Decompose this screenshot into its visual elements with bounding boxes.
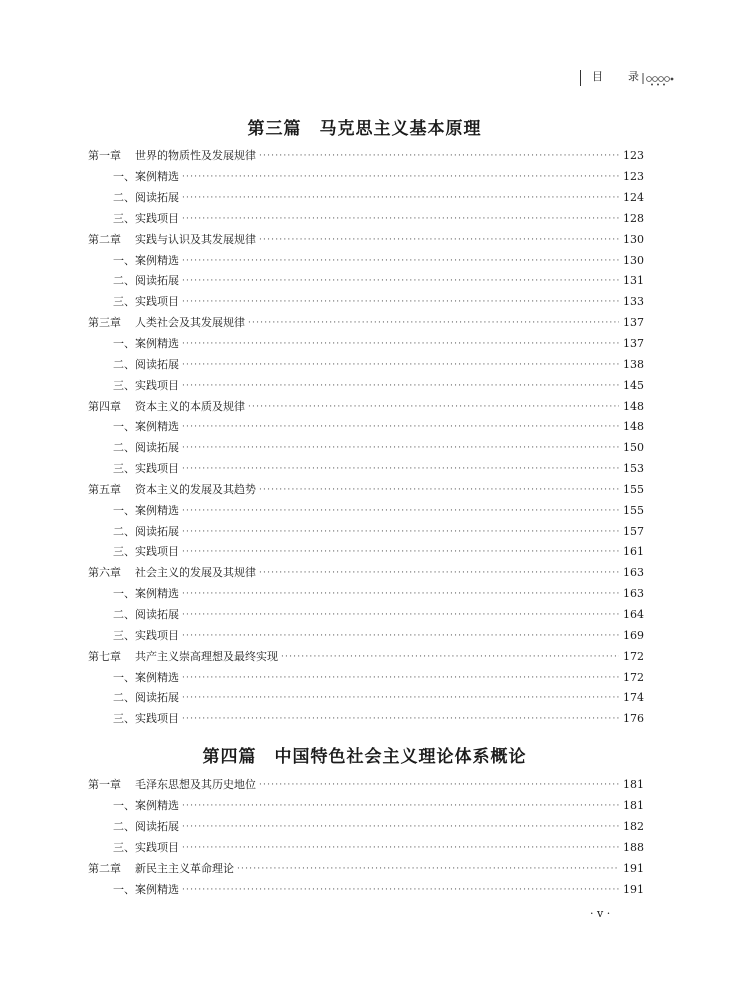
chapter-title: 共产主义崇高理想及最终实现 <box>135 649 278 663</box>
toc-chapter-row <box>88 646 644 667</box>
leader-dots <box>182 212 619 226</box>
toc-page-number: 123 <box>623 149 644 163</box>
toc-entry-label: 一、案例精选 <box>113 420 179 434</box>
toc-part4 <box>88 775 644 900</box>
toc-entry-label: 三、实践项目 <box>113 295 179 309</box>
header-divider <box>580 70 581 86</box>
toc-entry-label: 三、实践项目 <box>113 545 179 559</box>
leader-dots <box>182 191 619 205</box>
toc-entry-label <box>88 149 256 163</box>
chapter-title: 世界的物质性及发展规律 <box>135 149 256 163</box>
toc-page-number: 133 <box>623 295 644 309</box>
toc-section-row <box>88 605 644 626</box>
toc-entry-label: 一、案例精选 <box>113 799 179 813</box>
toc-page-number: 157 <box>623 524 644 538</box>
toc-page-number: 150 <box>623 441 644 455</box>
toc-entry-label <box>88 862 234 876</box>
leader-dots <box>182 358 619 372</box>
toc-entry-label: 三、实践项目 <box>113 628 179 642</box>
toc-entry-label: 二、阅读拓展 <box>113 820 179 834</box>
toc-page-number: 137 <box>623 337 644 351</box>
toc-entry-label: 二、阅读拓展 <box>113 357 179 371</box>
chapter-number: 第五章 <box>88 482 121 496</box>
toc-page-number: 176 <box>623 712 644 726</box>
header-label-lu: 录 <box>628 70 639 83</box>
toc-entry-label: 一、案例精选 <box>113 587 179 601</box>
toc-section-row <box>88 521 644 542</box>
toc-page-number: 148 <box>623 420 644 434</box>
toc-page-number: 172 <box>623 649 644 663</box>
toc-section-row <box>88 879 644 900</box>
leader-dots <box>182 525 619 539</box>
leader-dots <box>182 545 619 559</box>
toc-entry-label <box>88 400 245 414</box>
header-ornament-icon <box>642 72 674 86</box>
toc-section-row <box>88 250 644 271</box>
toc-section-row <box>88 167 644 188</box>
toc-entry-label: 二、阅读拓展 <box>113 524 179 538</box>
leader-dots <box>182 295 619 309</box>
toc-entry-label: 一、案例精选 <box>113 170 179 184</box>
toc-entry-label <box>88 650 278 664</box>
toc-page-number: 128 <box>623 211 644 225</box>
toc-chapter-row <box>88 563 644 584</box>
leader-dots <box>182 883 619 897</box>
leader-dots <box>182 274 619 288</box>
leader-dots <box>259 483 619 497</box>
leader-dots <box>182 504 619 518</box>
chapter-number: 第二章 <box>88 232 121 246</box>
toc-section-row <box>88 438 644 459</box>
leader-dots <box>182 420 619 434</box>
toc-entry-label: 一、案例精选 <box>113 253 179 267</box>
leader-dots <box>259 778 619 792</box>
toc-section-row <box>88 209 644 230</box>
toc-page-number: 123 <box>623 170 644 184</box>
toc-entry-label <box>88 778 256 792</box>
toc-entry-label: 一、案例精选 <box>113 503 179 517</box>
toc-page-number: 153 <box>623 462 644 476</box>
chapter-title: 实践与认识及其发展规律 <box>135 232 256 246</box>
toc-page-number: 130 <box>623 232 644 246</box>
toc-section-row <box>88 459 644 480</box>
leader-dots <box>182 841 619 855</box>
toc-section-row <box>88 817 644 838</box>
leader-dots <box>182 587 619 601</box>
toc-page-number: 145 <box>623 378 644 392</box>
toc-page-number: 163 <box>623 566 644 580</box>
leader-dots <box>182 691 619 705</box>
toc-entry-label: 二、阅读拓展 <box>113 441 179 455</box>
chapter-number: 第二章 <box>88 861 121 875</box>
page-number: · v · <box>590 907 611 920</box>
toc-page-number: 191 <box>623 882 644 896</box>
toc-chapter-row <box>88 396 644 417</box>
chapter-title: 资本主义的本质及规律 <box>135 399 245 413</box>
toc-page-number: 137 <box>623 316 644 330</box>
leader-dots <box>182 170 619 184</box>
toc-section-row <box>88 796 644 817</box>
toc-entry-label: 一、案例精选 <box>113 337 179 351</box>
chapter-number: 第一章 <box>88 149 121 163</box>
header-label-mu: 目 <box>592 70 603 83</box>
chapter-title: 新民主主义革命理论 <box>135 861 234 875</box>
part4-title: 第四篇 中国特色社会主义理论体系概论 <box>202 747 527 767</box>
toc-section-row <box>88 188 644 209</box>
leader-dots <box>281 650 619 664</box>
leader-dots <box>182 712 619 726</box>
toc-section-row <box>88 584 644 605</box>
toc-part3 <box>88 146 644 730</box>
toc-entry-label <box>88 483 256 497</box>
toc-section-row <box>88 334 644 355</box>
toc-chapter-row <box>88 229 644 250</box>
toc-entry-label: 三、实践项目 <box>113 712 179 726</box>
toc-section-row <box>88 542 644 563</box>
leader-dots <box>182 441 619 455</box>
toc-page-number: 181 <box>623 799 644 813</box>
leader-dots <box>237 862 619 876</box>
chapter-number: 第六章 <box>88 566 121 580</box>
toc-page-number: 181 <box>623 778 644 792</box>
chapter-title: 毛泽东思想及其历史地位 <box>135 778 256 792</box>
toc-entry-label: 三、实践项目 <box>113 378 179 392</box>
toc-page-number: 182 <box>623 820 644 834</box>
leader-dots <box>182 462 619 476</box>
toc-page-number: 169 <box>623 628 644 642</box>
toc-entry-label: 三、实践项目 <box>113 840 179 854</box>
toc-entry-label: 三、实践项目 <box>113 462 179 476</box>
toc-page-number: 174 <box>623 691 644 705</box>
toc-section-row <box>88 838 644 859</box>
toc-section-row <box>88 709 644 730</box>
toc-entry-label <box>88 233 256 247</box>
leader-dots <box>182 820 619 834</box>
toc-page-number: 161 <box>623 545 644 559</box>
running-header <box>580 68 680 88</box>
toc-page-number: 138 <box>623 357 644 371</box>
toc-section-row <box>88 500 644 521</box>
chapter-title: 社会主义的发展及其规律 <box>135 566 256 580</box>
toc-page-number: 155 <box>623 482 644 496</box>
leader-dots <box>182 379 619 393</box>
toc-page-number: 131 <box>623 274 644 288</box>
leader-dots <box>182 608 619 622</box>
leader-dots <box>182 254 619 268</box>
chapter-number: 第四章 <box>88 399 121 413</box>
chapter-number: 第一章 <box>88 778 121 792</box>
leader-dots <box>259 149 619 163</box>
toc-page-number: 155 <box>623 503 644 517</box>
toc-chapter-row <box>88 775 644 796</box>
toc-entry-label: 一、案例精选 <box>113 882 179 896</box>
chapter-title: 人类社会及其发展规律 <box>135 316 245 330</box>
leader-dots <box>259 566 619 580</box>
leader-dots <box>259 233 619 247</box>
toc-page-number: 124 <box>623 191 644 205</box>
toc-page-number: 148 <box>623 399 644 413</box>
toc-page-number: 164 <box>623 607 644 621</box>
toc-entry-label: 二、阅读拓展 <box>113 191 179 205</box>
leader-dots <box>248 316 619 330</box>
toc-section-row <box>88 688 644 709</box>
chapter-number: 第三章 <box>88 316 121 330</box>
toc-section-row <box>88 292 644 313</box>
toc-section-row <box>88 417 644 438</box>
toc-section-row <box>88 625 644 646</box>
toc-section-row <box>88 667 644 688</box>
toc-page-number: 130 <box>623 253 644 267</box>
toc-chapter-row <box>88 858 644 879</box>
leader-dots <box>182 337 619 351</box>
toc-page-number: 188 <box>623 840 644 854</box>
toc-section-row <box>88 354 644 375</box>
leader-dots <box>248 400 619 414</box>
toc-section-row <box>88 375 644 396</box>
toc-chapter-row <box>88 146 644 167</box>
toc-chapter-row <box>88 480 644 501</box>
leader-dots <box>182 799 619 813</box>
toc-page-number: 172 <box>623 670 644 684</box>
toc-entry-label: 一、案例精选 <box>113 670 179 684</box>
toc-page-number: 163 <box>623 587 644 601</box>
toc-page-number: 191 <box>623 861 644 875</box>
leader-dots <box>182 629 619 643</box>
toc-entry-label: 二、阅读拓展 <box>113 607 179 621</box>
leader-dots <box>182 671 619 685</box>
toc-entry-label: 二、阅读拓展 <box>113 691 179 705</box>
toc-entry-label: 二、阅读拓展 <box>113 274 179 288</box>
toc-chapter-row <box>88 313 644 334</box>
toc-entry-label: 三、实践项目 <box>113 211 179 225</box>
part3-title: 第三篇 马克思主义基本原理 <box>247 119 482 139</box>
toc-section-row <box>88 271 644 292</box>
toc-entry-label <box>88 566 256 580</box>
chapter-title: 资本主义的发展及其趋势 <box>135 482 256 496</box>
toc-entry-label <box>88 316 245 330</box>
chapter-number: 第七章 <box>88 649 121 663</box>
